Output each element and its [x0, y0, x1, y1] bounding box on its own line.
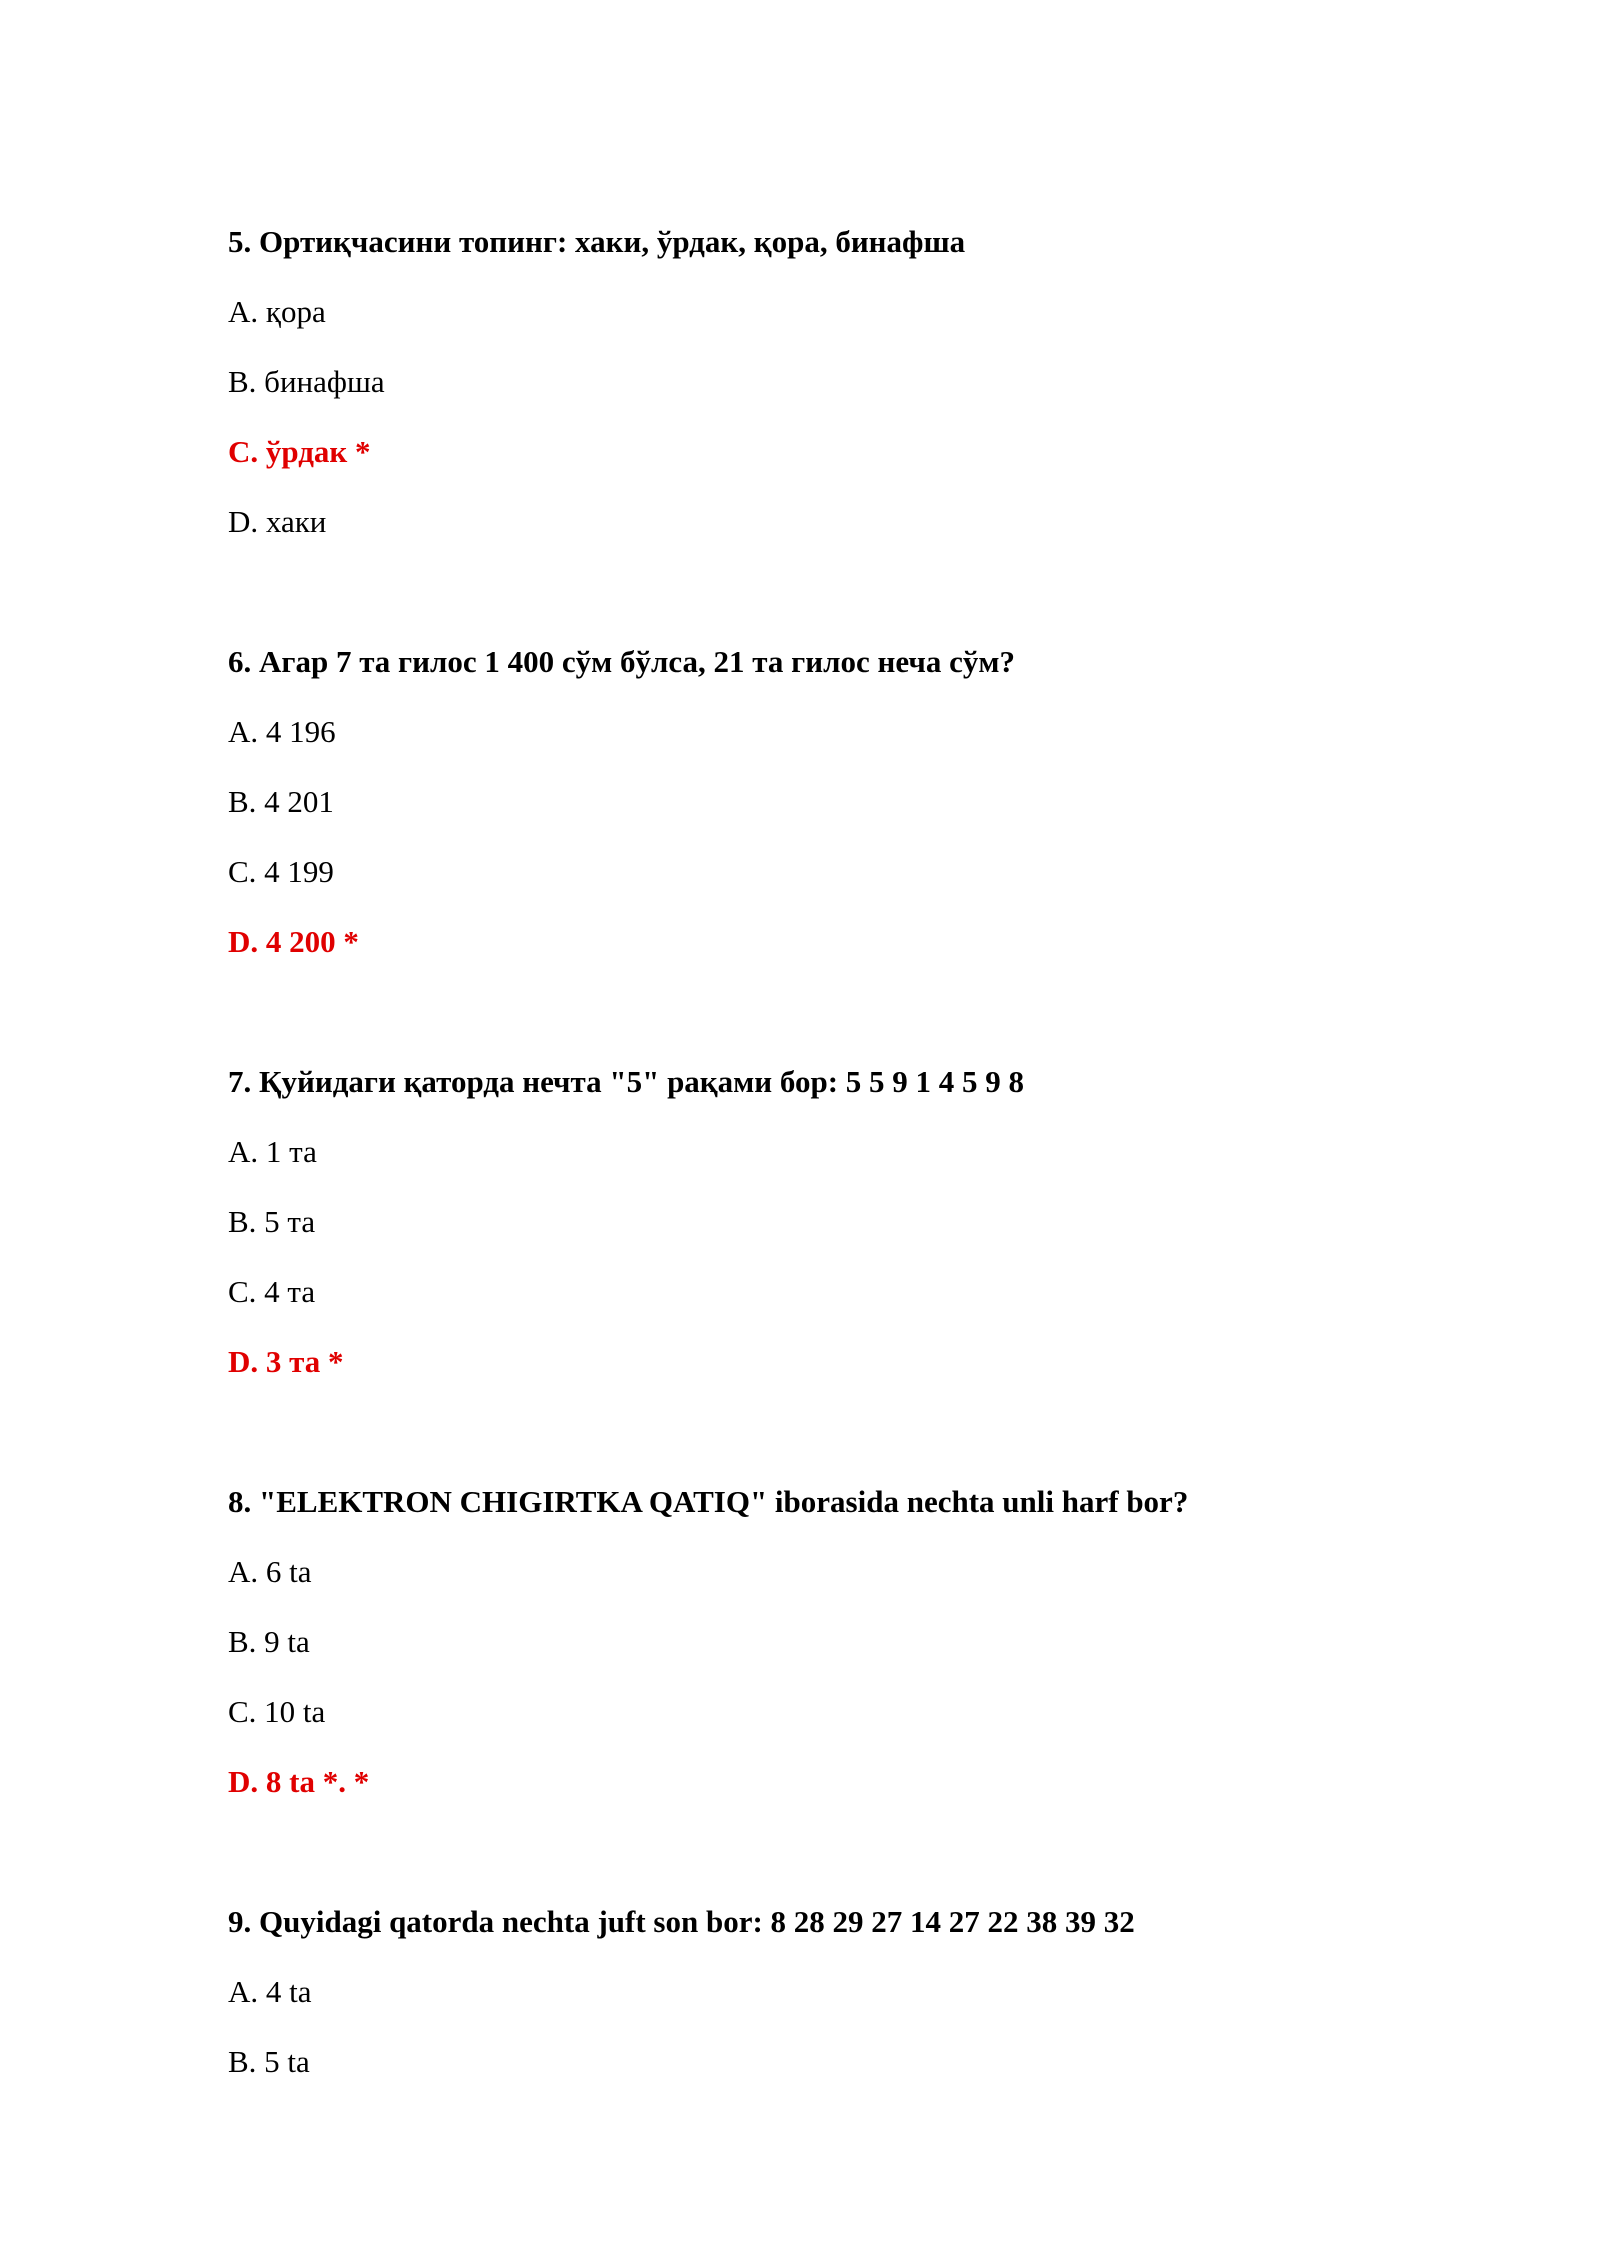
answer-option-b: B. 5 ta [228, 2044, 310, 2079]
answer-option-d-correct: D. 8 ta *. * [228, 1764, 370, 1799]
answer-option-b: B. бинафша [228, 364, 385, 399]
answer-option-a: A. қора [228, 294, 326, 329]
answer-option-c: C. 4 та [228, 1274, 316, 1309]
answer-option-c-correct: C. ўрдак * [228, 434, 371, 469]
answer-options [228, 712, 1528, 962]
answer-options [228, 1132, 1528, 1382]
question-text: 9. Quyidagi qatorda nechta juft son bor: 8 28 29 27 14 27 22 38 39 32 [228, 1904, 1135, 1939]
answer-option-b: B. 4 201 [228, 784, 334, 819]
answer-option-a: A. 4 ta [228, 1974, 312, 2009]
question-8 [228, 1482, 1528, 1802]
question-text: 6. Агар 7 та гилос 1 400 сўм бўлса, 21 та гилос неча сўм? [228, 644, 1015, 679]
answer-option-a: A. 1 та [228, 1134, 317, 1169]
question-7 [228, 1062, 1528, 1382]
question-5 [228, 222, 1528, 542]
question-text: 8. "ELEKTRON CHIGIRTKA QATIQ" iborasida nechta unli harf bor? [228, 1484, 1189, 1519]
question-6 [228, 642, 1528, 962]
question-text: 5. Ортиқчасини топинг: хаки, ўрдак, қора, бинафша [228, 224, 966, 259]
answer-options [228, 1552, 1528, 1802]
question-9 [228, 1902, 1528, 2082]
answer-option-d-correct: D. 3 та * [228, 1344, 344, 1379]
answer-option-a: A. 4 196 [228, 714, 336, 749]
answer-option-d-correct: D. 4 200 * [228, 924, 359, 959]
answer-option-d: D. хаки [228, 504, 327, 539]
answer-option-b: B. 5 та [228, 1204, 316, 1239]
answer-options [228, 1972, 1528, 2082]
answer-option-c: C. 10 ta [228, 1694, 326, 1729]
answer-option-b: B. 9 ta [228, 1624, 310, 1659]
answer-option-a: A. 6 ta [228, 1554, 312, 1589]
question-text: 7. Қуйидаги қаторда нечта "5" рақами бор: 5 5 9 1 4 5 9 8 [228, 1064, 1025, 1099]
answer-option-c: C. 4 199 [228, 854, 334, 889]
answer-options [228, 292, 1528, 542]
